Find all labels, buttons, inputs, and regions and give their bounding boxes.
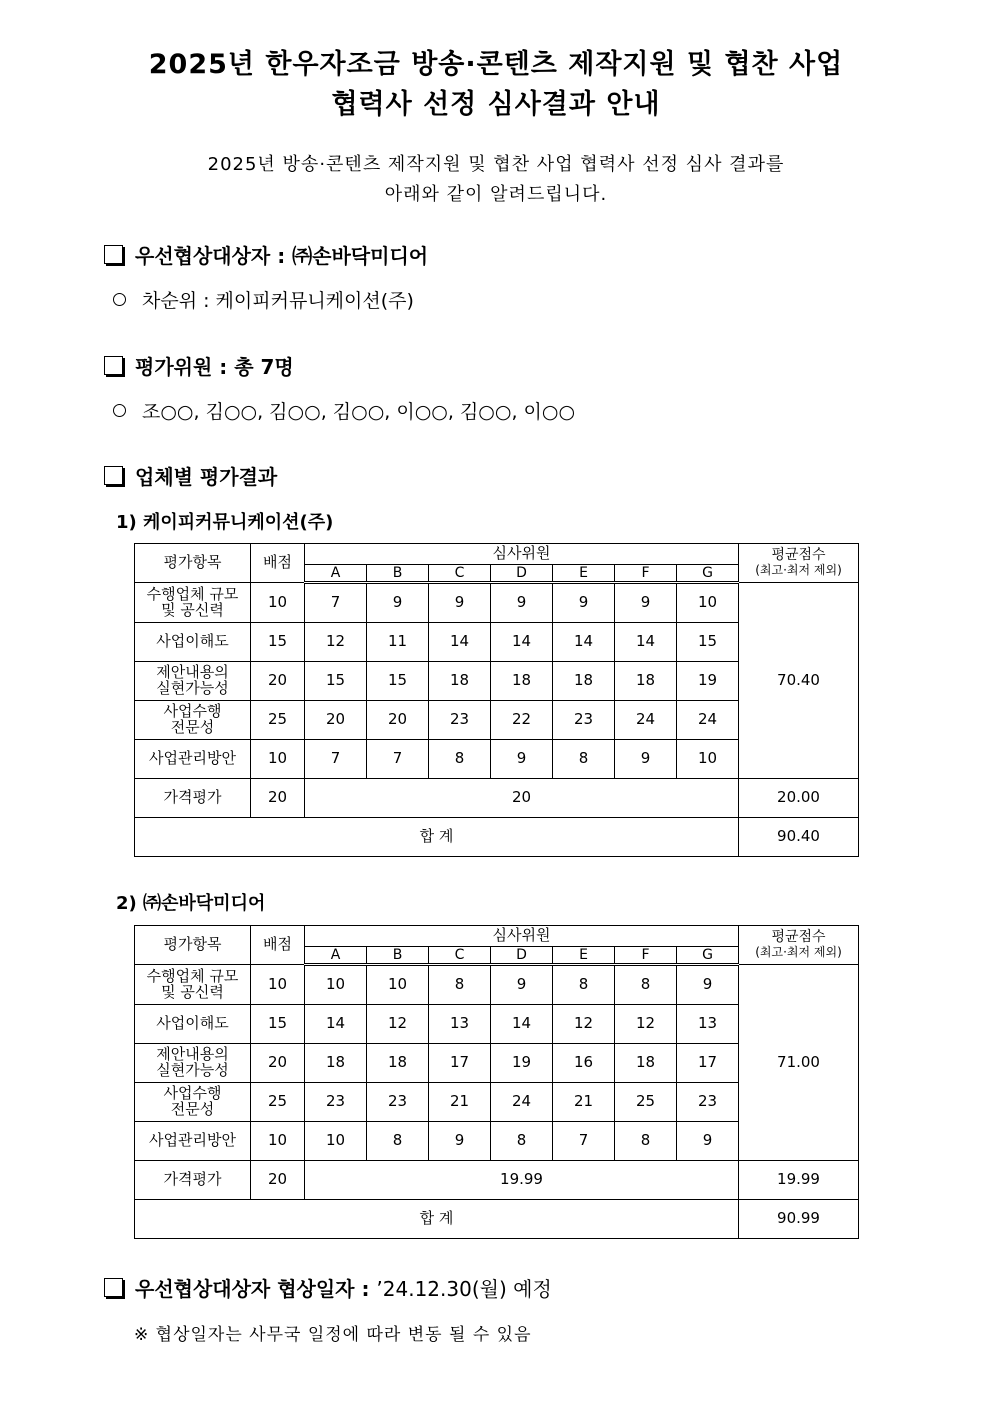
total-score: 90.99 xyxy=(739,1200,859,1239)
row-score: 9 xyxy=(615,740,677,779)
row-score: 15 xyxy=(305,662,367,701)
row-score: 9 xyxy=(491,583,553,623)
company2-results-table xyxy=(134,925,859,1239)
header-avg xyxy=(739,544,859,583)
row-score: 14 xyxy=(429,623,491,662)
total-row xyxy=(135,1200,859,1239)
row-weight: 10 xyxy=(251,1122,305,1161)
row-score: 7 xyxy=(367,740,429,779)
row-weight: 25 xyxy=(251,1083,305,1122)
row-score: 9 xyxy=(615,583,677,623)
row-score: 9 xyxy=(367,583,429,623)
row-score: 14 xyxy=(491,623,553,662)
circle-bullet-icon xyxy=(113,293,126,306)
row-weight: 20 xyxy=(251,662,305,701)
price-average: 20.00 xyxy=(739,779,859,818)
circle-bullet-icon xyxy=(113,404,126,417)
row-score: 9 xyxy=(677,1122,739,1161)
total-label: 합 계 xyxy=(135,1200,739,1239)
header-weight: 배점 xyxy=(251,926,305,965)
row-weight: 20 xyxy=(251,1044,305,1083)
checkbox-square-icon xyxy=(104,1278,123,1297)
row-weight: 15 xyxy=(251,623,305,662)
total-label: 합 계 xyxy=(135,818,739,857)
row-score: 8 xyxy=(553,740,615,779)
row-item: 사업이해도 xyxy=(135,1005,251,1044)
row-score: 20 xyxy=(367,701,429,740)
row-item: 수행업체 규모 및 공신력 xyxy=(135,583,251,623)
intro-line2: 아래와 같이 알려드립니다. xyxy=(384,184,608,205)
row-score: 18 xyxy=(429,662,491,701)
row-score: 23 xyxy=(677,1083,739,1122)
price-score: 19.99 xyxy=(305,1161,739,1200)
table-row xyxy=(135,965,859,1005)
row-score: 13 xyxy=(677,1005,739,1044)
row-score: 10 xyxy=(677,740,739,779)
average-score: 71.00 xyxy=(739,965,859,1161)
row-score: 8 xyxy=(429,965,491,1005)
row-score: 12 xyxy=(305,623,367,662)
row-score: 18 xyxy=(553,662,615,701)
row-score: 17 xyxy=(429,1044,491,1083)
row-score: 18 xyxy=(615,662,677,701)
section-priority xyxy=(104,240,428,269)
row-score: 7 xyxy=(305,740,367,779)
negotiation-label: 우선협상대상자 협상일자 : xyxy=(135,1277,370,1301)
header-judge-f: F xyxy=(615,947,677,965)
table-row xyxy=(135,583,859,623)
row-score: 8 xyxy=(367,1122,429,1161)
evaluator-names: 조○○, 김○○, 김○○, 김○○, 이○○, 김○○, 이○○ xyxy=(142,401,576,423)
company1-results-table xyxy=(134,543,859,857)
page-title-line1: 2025년 한우자조금 방송·콘텐츠 제작지원 및 협찬 사업 xyxy=(148,49,844,80)
runner-up-line xyxy=(113,286,414,313)
row-score: 14 xyxy=(305,1005,367,1044)
row-score: 24 xyxy=(615,701,677,740)
price-row xyxy=(135,779,859,818)
page-title-line2: 협력사 선정 심사결과 안내 xyxy=(331,89,661,120)
row-item: 사업이해도 xyxy=(135,623,251,662)
header-judge-b: B xyxy=(367,947,429,965)
company1-heading: 1) 케이피커뮤니케이션(주) xyxy=(116,512,334,533)
row-item: 사업관리방안 xyxy=(135,740,251,779)
header-judge-e: E xyxy=(553,565,615,583)
header-judge-c: C xyxy=(429,565,491,583)
row-item: 사업수행 전문성 xyxy=(135,1083,251,1122)
row-score: 23 xyxy=(367,1083,429,1122)
header-avg xyxy=(739,926,859,965)
row-score: 12 xyxy=(615,1005,677,1044)
total-score: 90.40 xyxy=(739,818,859,857)
row-score: 18 xyxy=(491,662,553,701)
row-score: 9 xyxy=(677,965,739,1005)
row-score: 9 xyxy=(553,583,615,623)
row-score: 15 xyxy=(677,623,739,662)
row-score: 18 xyxy=(615,1044,677,1083)
evaluators-line xyxy=(113,397,575,424)
header-judge-f: F xyxy=(615,565,677,583)
section-results xyxy=(104,461,277,490)
header-judge-c: C xyxy=(429,947,491,965)
header-judges: 심사위원 xyxy=(305,544,739,565)
header-item: 평가항목 xyxy=(135,926,251,965)
row-item: 수행업체 규모 및 공신력 xyxy=(135,965,251,1005)
checkbox-square-icon xyxy=(104,356,123,375)
row-score: 23 xyxy=(429,701,491,740)
row-score: 18 xyxy=(305,1044,367,1083)
row-score: 15 xyxy=(367,662,429,701)
row-weight: 10 xyxy=(251,740,305,779)
row-score: 8 xyxy=(429,740,491,779)
price-label: 가격평가 xyxy=(135,779,251,818)
price-weight: 20 xyxy=(251,1161,305,1200)
row-score: 14 xyxy=(615,623,677,662)
price-weight: 20 xyxy=(251,779,305,818)
header-item: 평가항목 xyxy=(135,544,251,583)
header-avg-note: (최고·최저 제외) xyxy=(755,563,842,577)
row-score: 18 xyxy=(367,1044,429,1083)
negotiation-date: ’24.12.30(월) 예정 xyxy=(376,1277,552,1301)
price-score: 20 xyxy=(305,779,739,818)
row-score: 9 xyxy=(491,740,553,779)
row-score: 14 xyxy=(491,1005,553,1044)
row-score: 25 xyxy=(615,1083,677,1122)
header-judge-g: G xyxy=(677,565,739,583)
price-row xyxy=(135,1161,859,1200)
row-score: 12 xyxy=(367,1005,429,1044)
row-score: 16 xyxy=(553,1044,615,1083)
company2-heading: 2) ㈜손바닥미디어 xyxy=(116,893,266,914)
header-avg-label: 평균점수 xyxy=(771,929,826,946)
row-weight: 15 xyxy=(251,1005,305,1044)
row-score: 8 xyxy=(491,1122,553,1161)
row-score: 8 xyxy=(553,965,615,1005)
row-score: 10 xyxy=(305,1122,367,1161)
row-score: 19 xyxy=(491,1044,553,1083)
section-priority-label: 우선협상대상자 : ㈜손바닥미디어 xyxy=(135,244,429,268)
row-weight: 10 xyxy=(251,583,305,623)
row-score: 8 xyxy=(615,965,677,1005)
header-avg-label: 평균점수 xyxy=(771,547,826,564)
row-score: 23 xyxy=(305,1083,367,1122)
row-item: 제안내용의 실현가능성 xyxy=(135,1044,251,1083)
header-judge-a: A xyxy=(305,947,367,965)
negotiation-note: ※ 협상일자는 사무국 일정에 따라 변동 될 수 있음 xyxy=(134,1325,532,1345)
checkbox-square-icon xyxy=(104,466,123,485)
row-score: 10 xyxy=(677,583,739,623)
row-score: 7 xyxy=(553,1122,615,1161)
header-judge-d: D xyxy=(491,947,553,965)
header-judges: 심사위원 xyxy=(305,926,739,947)
price-average: 19.99 xyxy=(739,1161,859,1200)
row-score: 9 xyxy=(429,583,491,623)
row-item: 제안내용의 실현가능성 xyxy=(135,662,251,701)
row-score: 23 xyxy=(553,701,615,740)
row-item: 사업수행 전문성 xyxy=(135,701,251,740)
row-score: 9 xyxy=(429,1122,491,1161)
header-judge-e: E xyxy=(553,947,615,965)
row-score: 22 xyxy=(491,701,553,740)
row-score: 14 xyxy=(553,623,615,662)
row-score: 9 xyxy=(491,965,553,1005)
section-evaluators-label: 평가위원 : 총 7명 xyxy=(135,355,294,379)
average-score: 70.40 xyxy=(739,583,859,779)
total-row xyxy=(135,818,859,857)
row-score: 12 xyxy=(553,1005,615,1044)
price-label: 가격평가 xyxy=(135,1161,251,1200)
intro-line1: 2025년 방송·콘텐츠 제작지원 및 협찬 사업 협력사 선정 심사 결과를 xyxy=(207,154,785,175)
header-judge-b: B xyxy=(367,565,429,583)
row-score: 20 xyxy=(305,701,367,740)
row-score: 24 xyxy=(491,1083,553,1122)
row-score: 17 xyxy=(677,1044,739,1083)
row-item: 사업관리방안 xyxy=(135,1122,251,1161)
row-score: 21 xyxy=(429,1083,491,1122)
row-weight: 10 xyxy=(251,965,305,1005)
row-score: 7 xyxy=(305,583,367,623)
header-judge-g: G xyxy=(677,947,739,965)
row-score: 19 xyxy=(677,662,739,701)
row-score: 10 xyxy=(367,965,429,1005)
row-score: 21 xyxy=(553,1083,615,1122)
header-avg-note: (최고·최저 제외) xyxy=(755,945,842,959)
row-score: 24 xyxy=(677,701,739,740)
section-negotiation xyxy=(104,1273,552,1302)
row-score: 11 xyxy=(367,623,429,662)
row-score: 13 xyxy=(429,1005,491,1044)
runner-up-text: 차순위 : 케이피커뮤니케이션(주) xyxy=(142,290,414,312)
header-judge-d: D xyxy=(491,565,553,583)
header-weight: 배점 xyxy=(251,544,305,583)
row-score: 8 xyxy=(615,1122,677,1161)
row-score: 10 xyxy=(305,965,367,1005)
section-evaluators xyxy=(104,351,294,380)
row-weight: 25 xyxy=(251,701,305,740)
header-judge-a: A xyxy=(305,565,367,583)
section-results-label: 업체별 평가결과 xyxy=(135,465,278,489)
checkbox-square-icon xyxy=(104,245,123,264)
